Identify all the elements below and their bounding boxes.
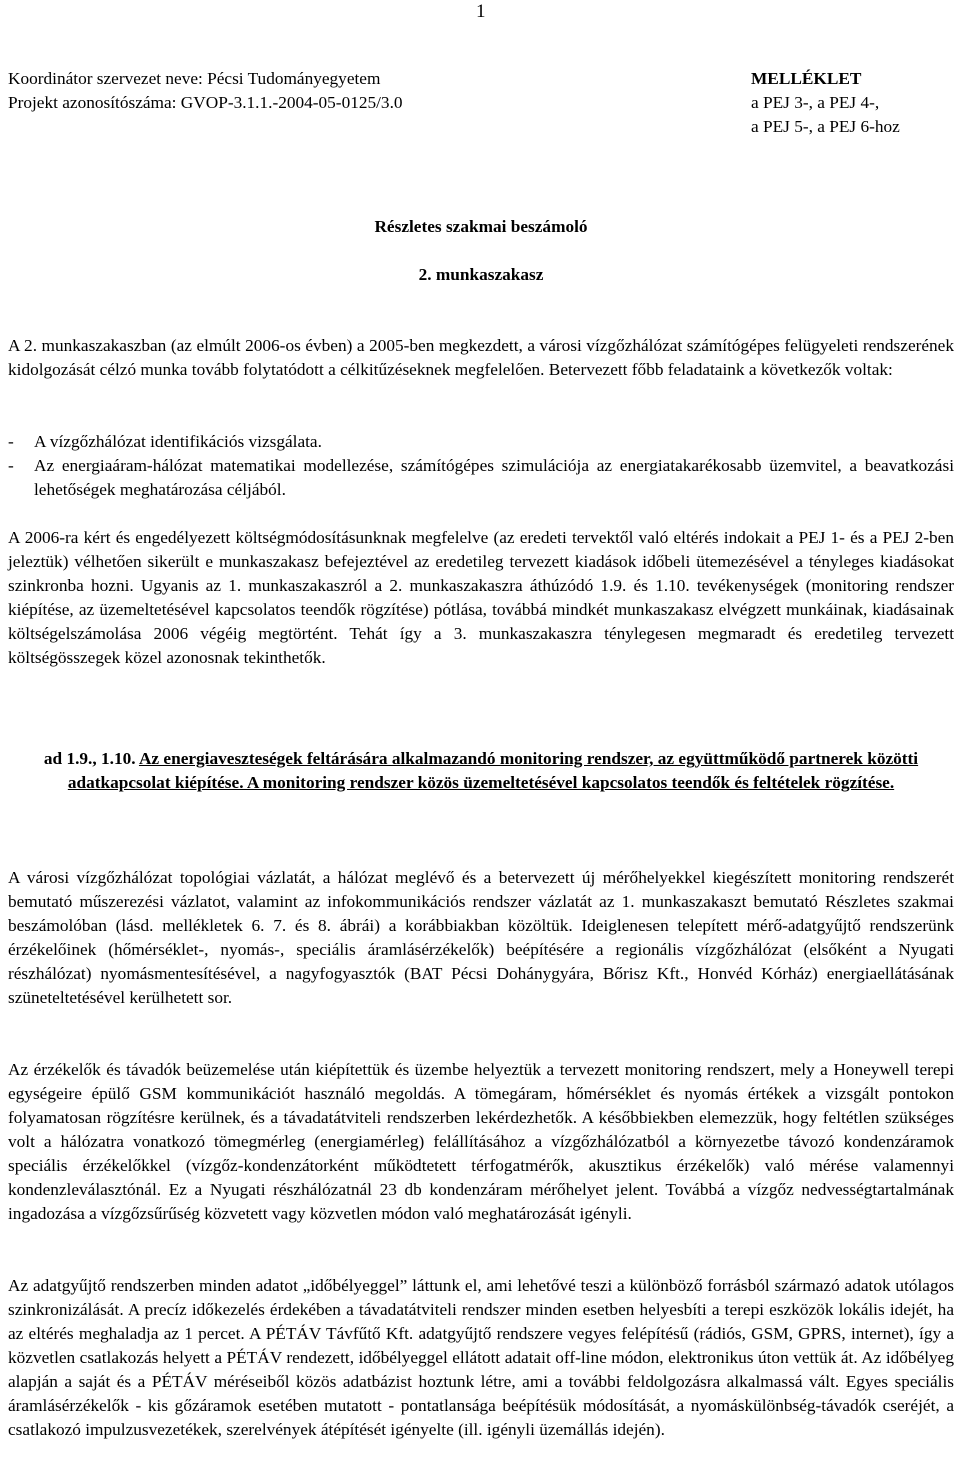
task-text: A vízgőzhálózat identifikációs vizsgálata. <box>34 432 322 451</box>
coordinator-line: Koordinátor szervezet neve: Pécsi Tudományegyetem <box>8 69 381 88</box>
section-heading <box>8 747 954 795</box>
bullet-dash: - <box>8 432 14 451</box>
annex-title: MELLÉKLET <box>751 69 862 88</box>
project-id-line: Projekt azonosítószáma: GVOP-3.1.1.-2004-05-0125/3.0 <box>8 93 403 112</box>
body-paragraph: Az érzékelők és távadók beüzemelése után kiépítettük és üzembe helyeztük a tervezett monitoring rendszert, mely a Honeywell terepi egységeire épülő GSM kommunikációt használó megoldás. A tömegáram, hőmérséklet és nyomás értékek a vizsgált pontokon folyamatosan rögzítésre kerülnek, és a távadatátviteli rendszerben lekérdezhetők. A későbbiekben elemezzük, hogy feltétlen szükséges volt a hálózatra vonatkozó tömegmérleg (energiamérleg) felállításához a vízgőzhálózatból a környezetbe távozó kondenzáramok speciális érzékelőkkel (vízgőz-kondenzátorként működtetett térfogatmérők, akusztikus érzékelők) való mérése valamennyi kondenzleválasztónál. Ez a Nyugati részhálózatnál 23 db kondenzáram mérőhelyet jelent. Továbbá a vízgőz nedvességtartalmának ingadozása a vízgőzsűrűség közvetett vagy közvetlen módon való meghatározását igényli. <box>8 1060 954 1223</box>
header-right <box>751 67 900 139</box>
report-title: Részletes szakmai beszámoló <box>374 217 588 236</box>
task-item <box>8 454 954 502</box>
body-paragraph: A városi vízgőzhálózat topológiai vázlatát, a hálózat meglévő és a betervezett új mérőhelyekkel kiegészített monitoring rendszerét bemutató műszerezési vázlatot, valamint az infokommunikációs rendszer vázlatát az 1. munkaszakaszt bemutató Részletes szakmai beszámolóban (lásd. mellékletek 6. 7. és 8. ábrái) a korábbiakban közöltük. Ideiglenesen telepített mérő-adatgyűjtő rendszerünk érzékelőinek (hőmérséklet-, nyomás-, speciális áramlásérzékelők) beépítésére a regionális vízgőzhálózat (elsőként a Nyugati részhálózat) nyomásmentesítésével, a nagyfogyasztók (BAT Pécsi Dohánygyára, Bőrisz Kft., Honvéd Kórház) energiaellátásának szüneteltetésével kerülhetett sor. <box>8 868 954 1007</box>
annex-line-1: a PEJ 3-, a PEJ 4-, <box>751 93 880 112</box>
bullet-dash: - <box>8 456 14 475</box>
task-text: Az energiaáram-hálózat matematikai modellezése, számítógépes szimulációja az energiatakarékosabb üzemvitel, a beavatkozási lehetőségek meghatározása céljából. <box>34 456 954 499</box>
header-left <box>8 67 403 115</box>
section-title: Az energiaveszteségek feltárására alkalmazandó monitoring rendszer, az együttműködő partnerek közötti adatkapcsolat kiépítése. A monitoring rendszer közös üzemeltetésével kapcsolatos teendők és feltételek rögzítése. <box>67 749 919 792</box>
page-number: 1 <box>476 1 486 22</box>
intro-paragraph: A 2. munkaszakaszban (az elmúlt 2006-os évben) a 2005-ben megkezdett, a városi vízgőzhálózat számítógépes felügyeleti rendszerének kidolgozását célzó munka tovább folytatódott a célkitűzéseknek megfelelően. Betervezett főbb feladataink a következők voltak: <box>8 336 954 379</box>
task-item <box>8 430 954 454</box>
body-paragraph: Az adatgyűjtő rendszerben minden adatot „időbélyeggel” láttunk el, ami lehetővé teszi a különböző forrásból származó adatok utólagos szinkronizálását. A precíz időkezelés érdekében a távadatátviteli rendszer minden esetben helyesbíti a terepi eszközök lokális idejét, ha az eltérés meghaladja az 1 percet. A PÉTÁV Távfűtő Kft. adatgyűjtő rendszere vegyes felépítésű (rádiós, GSM, GPRS, internet), így a közvetlen csatlakozás helyett a PÉTÁV rendezett, időbélyeggel ellátott adatait off-line módon, elektronikus úton vettük át. Az időbélyeg alapján a saját és a PÉTÁV méréseiből közös adatbázist hoztunk létre, ami a további feldolgozásra alkalmassá vált. Egyes speciális áramlásérzékelők - kis gőzáramok esetében mutatott - pontatlansága beépítésük módosítását, a nyomáskülönbség-távadók cseréjét, a csatlakozó impulzusvezetékek, szerelvények átépítését igényelte (ill. igényli üzemállás idején). <box>8 1276 954 1439</box>
annex-line-2: a PEJ 5-, a PEJ 6-hoz <box>751 117 900 136</box>
budget-paragraph: A 2006-ra kért és engedélyezett költségmódosításunknak megfelelve (az eredeti tervektől való eltérés indokait a PEJ 1- és a PEJ 2-ben jeleztük) vélhetően sikerült e munkaszakasz befejeztével az eredetileg tervezett kiadások időbeli ütemezésével a tényleges kiadásokat szinkronba hozni. Ugyanis az 1. munkaszakaszról a 2. munkaszakaszra áthúzódó 1.9. és 1.10. tevékenységek (monitoring rendszer kiépítése, az üzemeltetésével kapcsolatos teendők rögzítése) pótlása, továbbá mindkét munkaszakasz elvégzett munkáinak, kiadásainak költségelszámolása 2006 végéig megtörtént. Tehát így a 3. munkaszakaszra ténylegesen megmaradt és eredetileg tervezett költségösszegek közel azonosnak tekinthetők. <box>8 528 954 667</box>
report-subtitle: 2. munkaszakasz <box>418 265 544 284</box>
section-prefix: ad 1.9., 1.10. <box>43 749 136 768</box>
